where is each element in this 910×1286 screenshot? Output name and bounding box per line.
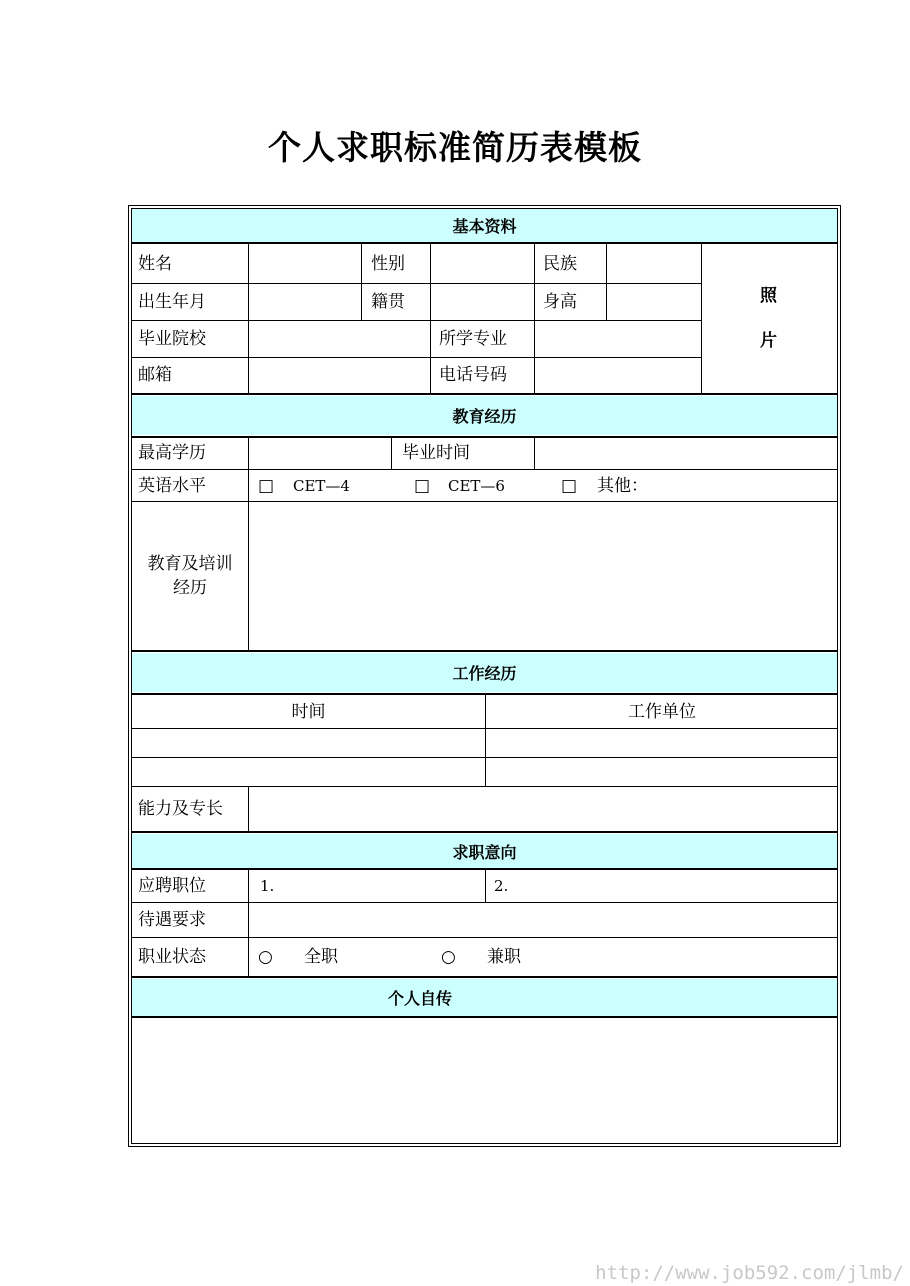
label-major: 所学专业	[439, 329, 507, 349]
label-training-2: 经历	[173, 578, 207, 598]
label-status: 职业状态	[138, 947, 206, 967]
label-hometown: 籍贯	[371, 292, 405, 312]
label-birth: 出生年月	[138, 292, 206, 312]
fulltime-radio[interactable]: ○	[258, 947, 273, 967]
label-english: 英语水平	[138, 476, 206, 496]
section-header-basic: 基本资料	[132, 209, 837, 242]
fulltime-label: 全职	[304, 947, 338, 967]
label-height: 身高	[543, 292, 577, 312]
other-checkbox[interactable]: □	[561, 476, 578, 496]
label-grad-time: 毕业时间	[402, 443, 470, 463]
cet6-checkbox[interactable]: □	[414, 476, 431, 496]
label-school: 毕业院校	[138, 329, 206, 349]
label-degree: 最高学历	[138, 443, 206, 463]
cet6-label: CET—6	[448, 477, 505, 495]
other-label: 其他：	[597, 476, 648, 496]
label-skills: 能力及专长	[138, 799, 223, 819]
label-position: 应聘职位	[138, 876, 206, 896]
label-training-1: 教育及培训	[147, 554, 233, 574]
parttime-label: 兼职	[487, 947, 521, 967]
position-2: 2.	[494, 877, 509, 895]
section-header-education: 教育经历	[132, 396, 837, 435]
label-ethnicity: 民族	[543, 254, 577, 274]
section-header-intention: 求职意向	[132, 834, 837, 868]
section-header-self: 个人自传	[132, 979, 837, 1016]
parttime-radio[interactable]: ○	[441, 947, 456, 967]
section-header-work: 工作经历	[132, 653, 837, 692]
photo-label-1: 照	[760, 286, 777, 306]
label-salary: 待遇要求	[138, 910, 206, 930]
watermark-url: http://www.job592.com/jlmb/	[595, 1262, 904, 1284]
label-email: 邮箱	[138, 365, 172, 385]
label-name: 姓名	[138, 254, 172, 274]
col-header-time: 时间	[291, 702, 326, 722]
cet4-checkbox[interactable]: □	[258, 476, 275, 496]
col-header-company: 工作单位	[628, 702, 696, 722]
photo-label-2: 片	[760, 331, 777, 351]
position-1: 1.	[260, 877, 275, 895]
label-phone: 电话号码	[439, 365, 507, 385]
cet4-label: CET—4	[293, 477, 350, 495]
page-title: 个人求职标准简历表模板	[268, 128, 642, 167]
label-gender: 性别	[371, 254, 405, 274]
